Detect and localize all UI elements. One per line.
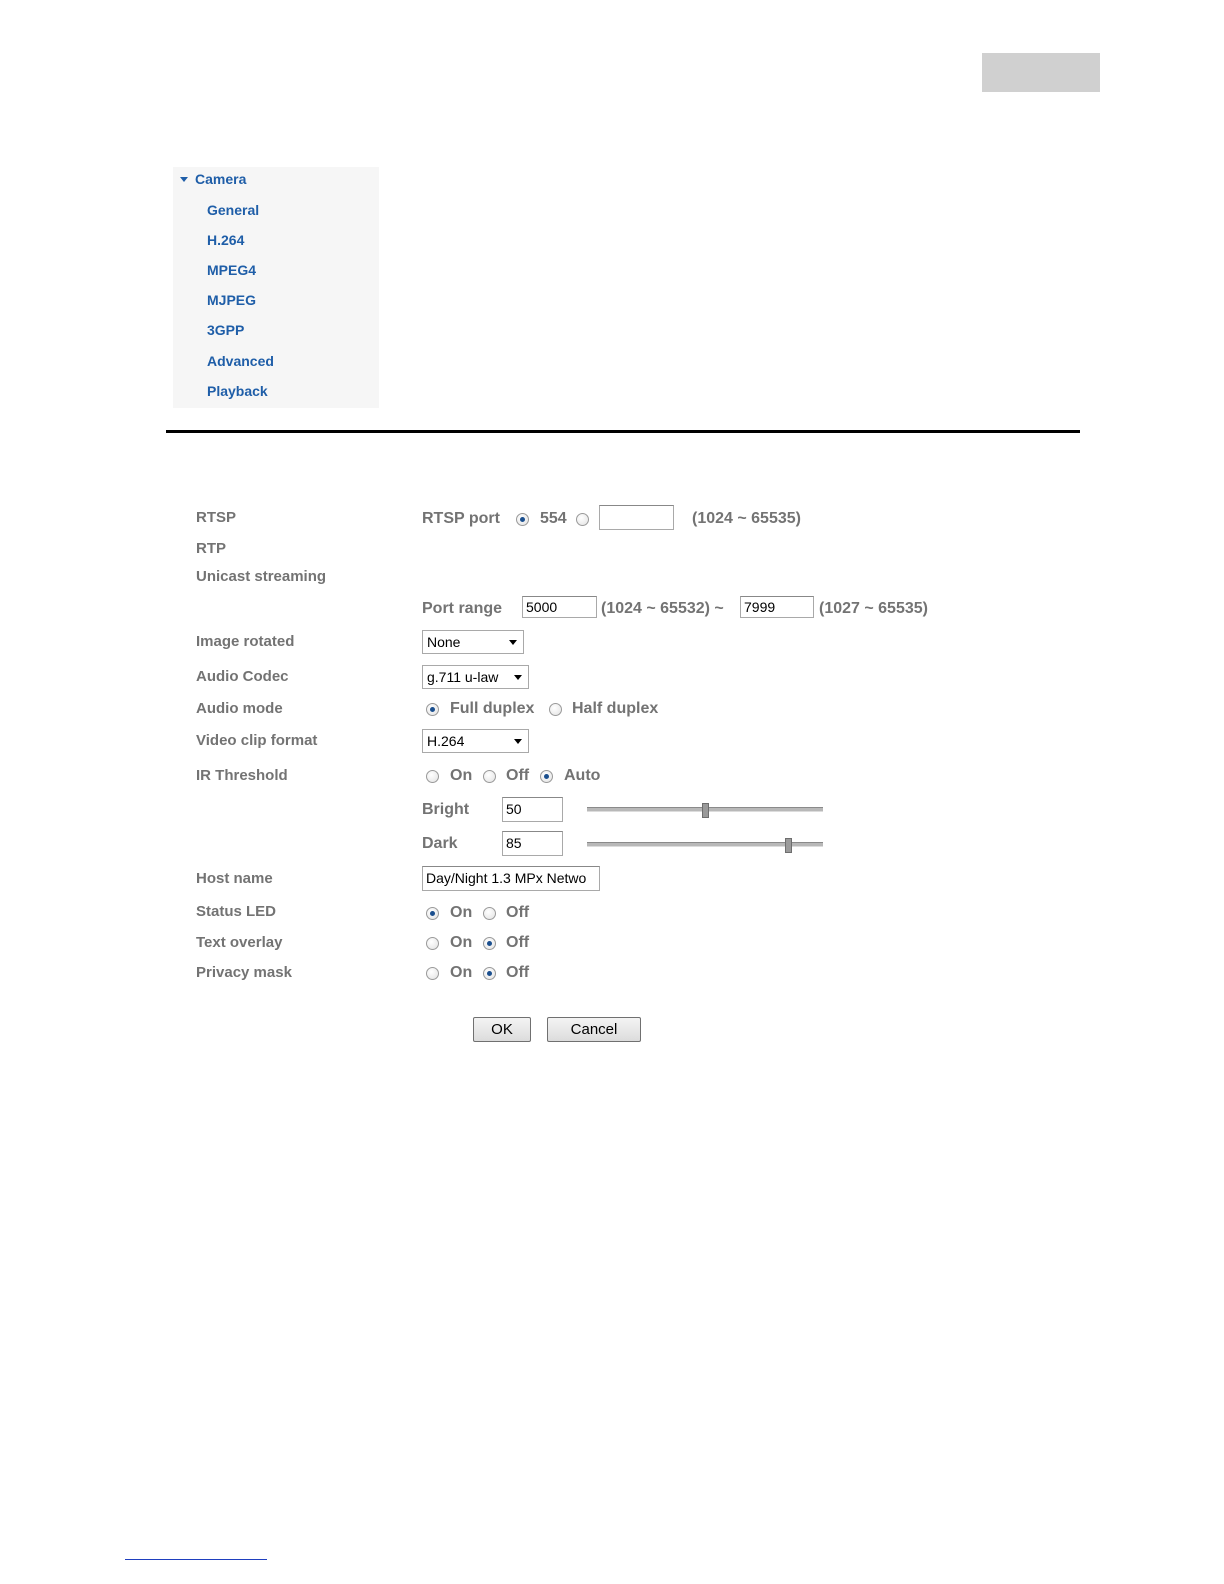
dark-input[interactable]: 85 [502, 831, 563, 856]
privacy-mask-off-radio[interactable] [483, 967, 496, 980]
sidebar-item-advanced[interactable]: Advanced [207, 353, 274, 369]
audio-mode-half-radio[interactable] [549, 703, 562, 716]
ir-off-radio[interactable] [483, 770, 496, 783]
privacy-mask-label: Privacy mask [196, 964, 292, 981]
text-overlay-label: Text overlay [196, 934, 283, 951]
audio-mode-label: Audio mode [196, 700, 283, 717]
audio-codec-label: Audio Codec [196, 668, 289, 685]
footer-link-underline [125, 1559, 267, 1560]
rtsp-port-default-radio[interactable] [516, 513, 529, 526]
status-led-on-label: On [450, 904, 473, 921]
rtsp-port-custom-input[interactable] [599, 505, 674, 530]
section-divider [166, 430, 1080, 433]
audio-codec-select[interactable] [422, 665, 529, 689]
host-name-label: Host name [196, 870, 273, 887]
rtsp-port-custom-radio[interactable] [576, 513, 589, 526]
status-led-on-radio[interactable] [426, 907, 439, 920]
dark-slider-thumb[interactable] [785, 838, 792, 853]
bright-slider-thumb[interactable] [702, 803, 709, 818]
rtsp-port-default-value: 554 [540, 510, 567, 527]
status-led-off-radio[interactable] [483, 907, 496, 920]
chevron-down-icon [514, 675, 522, 680]
unicast-streaming-label: Unicast streaming [196, 568, 327, 585]
rtsp-port-label: RTSP port [422, 510, 500, 527]
image-rotated-select[interactable] [422, 630, 524, 654]
ir-on-label: On [450, 767, 473, 784]
image-rotated-label: Image rotated [196, 633, 295, 650]
video-clip-format-value: H.264 [427, 733, 465, 749]
header-tab-block [982, 53, 1100, 92]
cancel-button[interactable]: Cancel [547, 1017, 641, 1042]
port-range-label: Port range [422, 600, 503, 617]
ir-auto-label: Auto [564, 767, 601, 784]
status-led-off-label: Off [506, 904, 530, 921]
rtsp-label: RTSP [196, 509, 237, 526]
ir-off-label: Off [506, 767, 530, 784]
sidebar-item-mpeg4[interactable]: MPEG4 [207, 262, 257, 278]
sidebar-item-3gpp[interactable]: 3GPP [207, 322, 245, 338]
rtp-label: RTP [196, 540, 226, 557]
port-range-end-input[interactable]: 7999 [740, 596, 814, 618]
sidebar-item-h264[interactable]: H.264 [207, 232, 245, 248]
bright-label: Bright [422, 801, 470, 818]
audio-mode-half-label: Half duplex [572, 700, 659, 717]
text-overlay-on-radio[interactable] [426, 937, 439, 950]
audio-mode-full-radio[interactable] [426, 703, 439, 716]
sidebar-panel [173, 167, 379, 408]
port-range-start-input[interactable]: 5000 [522, 596, 597, 618]
video-clip-format-label: Video clip format [196, 732, 318, 749]
port-range-start-limits: (1024 ~ 65532) ~ [601, 600, 724, 617]
text-overlay-off-label: Off [506, 934, 530, 951]
audio-codec-value: g.711 u-law [427, 669, 499, 685]
caret-down-icon [180, 177, 188, 182]
chevron-down-icon [509, 640, 517, 645]
port-range-end-limits: (1027 ~ 65535) [819, 600, 928, 617]
text-overlay-off-radio[interactable] [483, 937, 496, 950]
bright-input[interactable]: 50 [502, 797, 563, 822]
privacy-mask-off-label: Off [506, 964, 530, 981]
privacy-mask-on-radio[interactable] [426, 967, 439, 980]
dark-label: Dark [422, 835, 458, 852]
text-overlay-on-label: On [450, 934, 473, 951]
audio-mode-full-label: Full duplex [450, 700, 535, 717]
chevron-down-icon [514, 739, 522, 744]
ir-on-radio[interactable] [426, 770, 439, 783]
video-clip-format-select[interactable] [422, 729, 529, 753]
image-rotated-value: None [427, 634, 461, 650]
sidebar-item-mjpeg[interactable]: MJPEG [207, 292, 257, 308]
ok-button[interactable]: OK [473, 1017, 531, 1042]
ir-threshold-label: IR Threshold [196, 767, 288, 784]
sidebar-item-general[interactable]: General [207, 202, 260, 218]
ir-auto-radio[interactable] [540, 770, 553, 783]
sidebar-section-camera[interactable] [180, 171, 246, 187]
host-name-input[interactable]: Day/Night 1.3 MPx Netwo [422, 866, 600, 891]
privacy-mask-on-label: On [450, 964, 473, 981]
sidebar-item-playback[interactable]: Playback [207, 383, 268, 399]
rtsp-port-range: (1024 ~ 65535) [692, 510, 801, 527]
sidebar-section-title: Camera [195, 171, 247, 187]
status-led-label: Status LED [196, 903, 277, 920]
